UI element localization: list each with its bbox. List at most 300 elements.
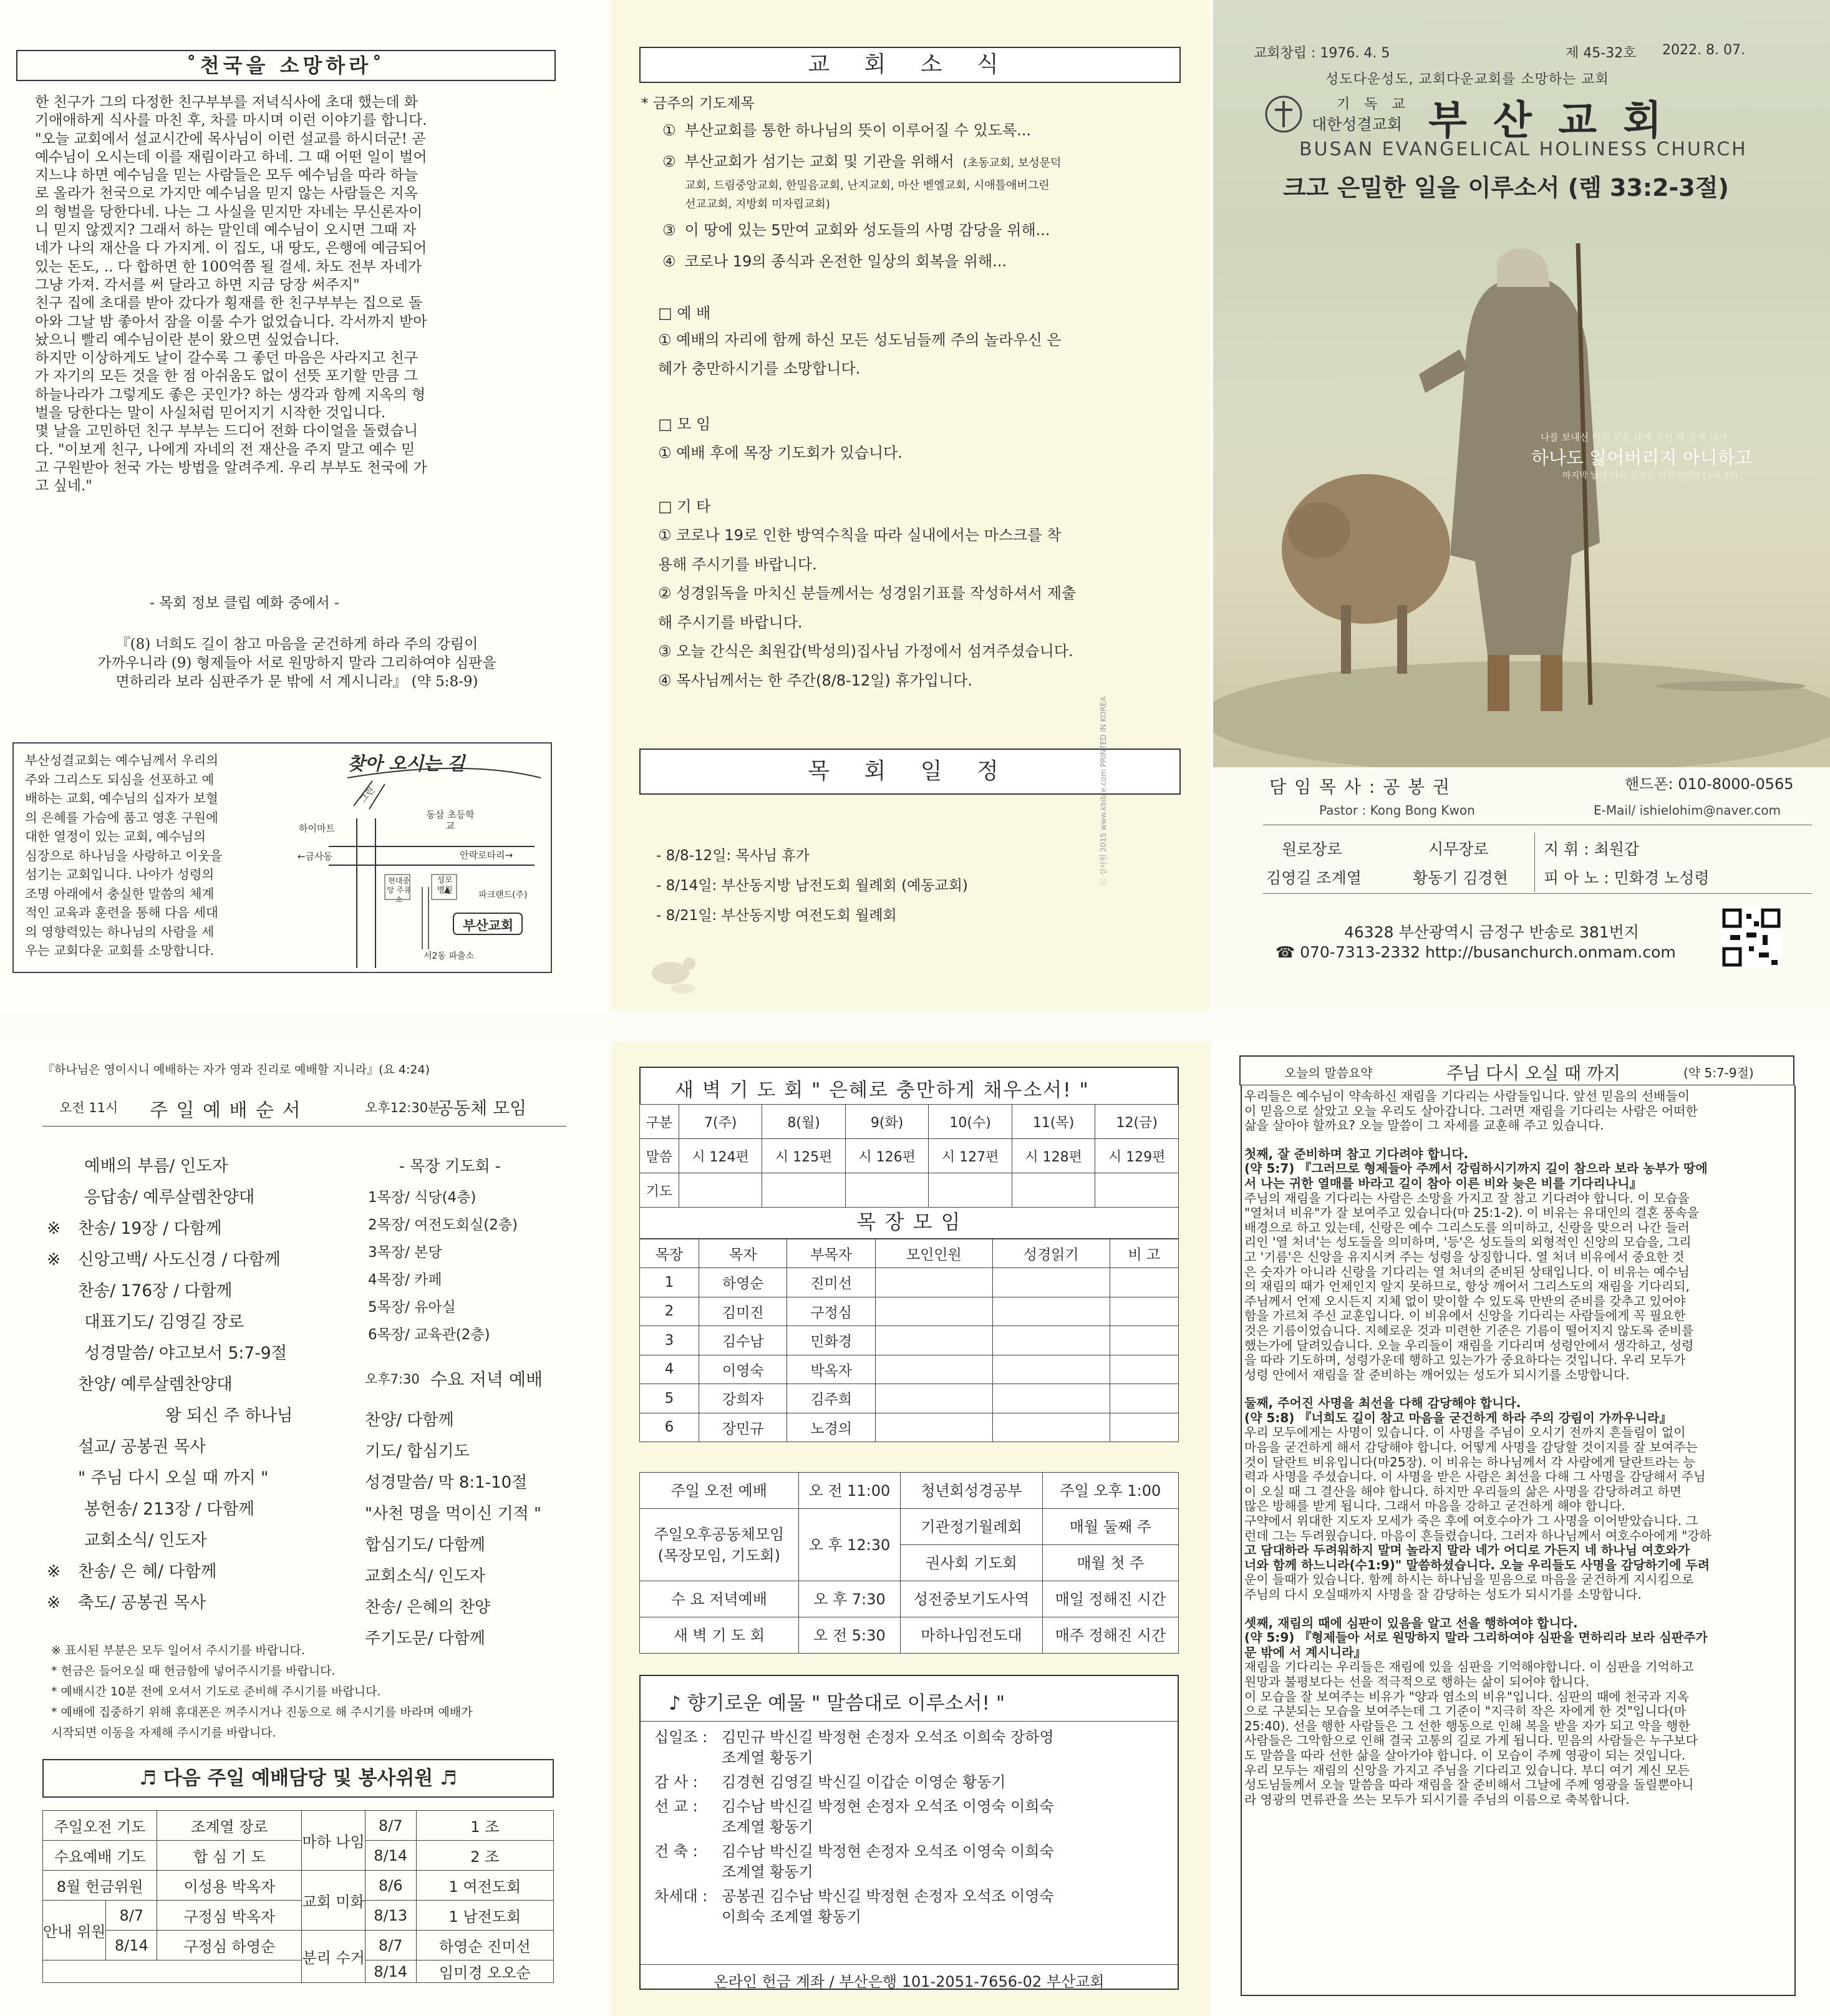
mok-cell: 김주희 [787, 1384, 875, 1413]
eve-item: 합심기도/ 다함께 [365, 1536, 485, 1554]
order-mark: ※ [47, 1562, 61, 1581]
story-title: ˚천국을 소망하라˚ [186, 54, 386, 77]
order-item [47, 1338, 293, 1369]
note-line: * 예배시간 10분 전에 오셔서 기도로 준비해 주시기를 바랍니다. [51, 1685, 381, 1699]
order-mark [47, 1151, 78, 1182]
motto: 성도다운성도, 교회다운교회를 소망하는 교회 [1325, 72, 1609, 87]
order-text: " 주님 다시 오실 때 까지 " [78, 1468, 269, 1488]
order-text: 신앙고백/ 사도신경 / 다함께 [78, 1250, 281, 1269]
duty-right-value: 1 남전도회 [416, 1901, 553, 1931]
elders-divider-2 [1263, 893, 1812, 894]
verse-line: 면하리라 보라 심판주가 문 밖에 서 계시니라』 (약 5:8-9) [115, 674, 478, 690]
duty-role: 8월 헌금위원 [43, 1871, 157, 1901]
mok-header [640, 1239, 1179, 1268]
mission-line: 부산성결교회는 예수님께서 우리의 [25, 753, 219, 768]
sermon-line: 이 믿음으로 살았고 오늘 우리도 살아갑니다. 그러면 재림을 기다리는 사람은 어떠한 [1244, 1103, 1698, 1118]
mok-cell [1110, 1355, 1178, 1384]
mok-cell: 구정심 [787, 1297, 875, 1326]
mokjang-item: 3목장/ 본당 [368, 1244, 442, 1261]
offering-kind: 십일조 : [654, 1728, 708, 1746]
order-mark [47, 1182, 78, 1213]
mok-cell [875, 1297, 992, 1326]
sermon-line: 마음을 굳건하게 해서 감당해야 합니다. 어떻게 사명을 감당할 것이지를 잘 보여주는 [1244, 1440, 1698, 1455]
order-title: 주 일 예 배 순 서 [150, 1100, 302, 1122]
sermon-line: 우리들은 예수님이 약속하신 재림을 기다리는 사람들입니다. 앞선 믿음의 선배들이 [1244, 1088, 1690, 1103]
sermon-line: 이 모습을 잘 보여주는 비유가 "양과 염소의 비유"입니다. 심판의 때에 천국과 지옥 [1244, 1689, 1689, 1704]
elders-1: 김영길 조계열 [1266, 869, 1362, 887]
map-label-hyundai: 현대중앙 주유소 [387, 876, 411, 904]
mokjang-list [368, 1184, 518, 1349]
note-line: * 헌금은 들어오실 때 헌금함에 넣어주시기를 바랍니다. [51, 1664, 336, 1678]
service-row [640, 1581, 1179, 1617]
duty-role: 수요예배 기도 [43, 1841, 157, 1871]
dawn-cell [762, 1173, 846, 1208]
mok-col: 성경읽기 [992, 1239, 1110, 1268]
mission-line: 배하는 교회, 예수님의 십자가 보혈 [25, 791, 218, 806]
offering-row [654, 1796, 1172, 1838]
comm-time: 오후12:30분 [365, 1100, 441, 1115]
etc-line: 용해 주시기를 바랍니다. [658, 555, 817, 573]
offering-kind: 건 축 : [654, 1843, 698, 1860]
story-line: 니 믿지 않겠지? 그래서 하는 말인데 예수님이 오시면 그때 자 [35, 222, 417, 239]
sermon-line: 사람들은 그악함으로 인해 결국 고통의 길로 가게 됩니다. 믿음의 사람들은 누구보다 [1244, 1733, 1698, 1748]
guide-person: 구정심 박옥자 [157, 1901, 302, 1931]
order-item [47, 1213, 293, 1244]
order-text: 봉헌송/ 213장 / 다함께 [84, 1500, 254, 1519]
mok-row [640, 1384, 1179, 1413]
image-verse-small: 나를 보내신 이의 뜻은 내게 주신 자 중에 내가 [1541, 432, 1727, 443]
map-title: 찾아 오시는 길 [347, 753, 465, 774]
duty-role: 주일오전 기도 [43, 1811, 157, 1841]
prayer-sub: (초동교회, 보성문덕 [962, 157, 1062, 170]
offering-line: 김수남 박신길 박정현 손정자 오석조 이영숙 이희숙 [722, 1798, 1054, 1815]
offering-line: 김경현 김영길 박신길 이갑순 이영순 황동기 [722, 1773, 1006, 1791]
prayer-text: 부산교회를 통한 하나님의 뜻이 이루어질 수 있도록... [684, 122, 1032, 139]
order-item [47, 1369, 293, 1400]
order-text: 대표기도/ 김영길 장로 [84, 1312, 244, 1332]
order-mark [47, 1432, 78, 1463]
schedule-list [656, 841, 968, 931]
sermon-line: 배경으로 하고 있는데, 신랑은 예수 그리스도를 의미하고, 신랑을 맞으러 나간 들러 [1244, 1219, 1690, 1235]
service-cell: 성전중보기도사역 [901, 1581, 1043, 1617]
duty-title: ♬ 다음 주일 예배담당 및 봉사위원 ♬ [139, 1767, 457, 1790]
duty-row [43, 1931, 554, 1960]
mokjang-item: 5목장/ 유아실 [368, 1299, 456, 1316]
service-cell: 청년회성경공부 [901, 1473, 1043, 1509]
sermon-body [1241, 1085, 1796, 1996]
news-title: 교 회 소 식 [639, 47, 1181, 83]
eve-item: 교회소식/ 인도자 [365, 1567, 485, 1586]
eve-item: 찬송/ 은혜의 찬양 [365, 1598, 491, 1617]
service-cell: 매월 둘째 주 [1042, 1509, 1178, 1545]
order-mark [47, 1463, 78, 1494]
eve-item: 주기도문/ 다함께 [365, 1629, 485, 1648]
dawn-cell [679, 1173, 762, 1208]
mission-line: 우는 교회다운 교회를 소망합니다. [25, 943, 215, 958]
mok-cell [1110, 1413, 1178, 1442]
sermon-line: "열처녀 비유"가 잘 보여주고 있습니다(마 25:1-2). 이 비유는 유대인의 결혼 풍속을 [1244, 1205, 1700, 1221]
sermon-label: 오늘의 말씀요약 [1284, 1065, 1373, 1080]
dawn-row [640, 1139, 1179, 1173]
story-line: 의 형벌을 당한다네. 나는 그 사실을 믿지만 자네는 무신론자이 [35, 203, 423, 220]
order-text: 교회소식/ 인도자 [84, 1531, 207, 1550]
sermon-line: 으로 구분되는 모습을 보여주는데 그 기준이 "지극히 작은 자에게 한 것"입니다(마 [1244, 1703, 1687, 1719]
story-line: 고 구원받아 천국 가는 방법을 알려주게. 우리 부부도 천국에 가 [35, 459, 427, 476]
prayer-item [662, 218, 1199, 245]
service-cell: 기관정기월례회 [901, 1509, 1043, 1545]
guide-head: 안내 위원 [43, 1901, 106, 1960]
mok-col: 부목자 [787, 1239, 875, 1268]
account-divider [641, 1964, 1178, 1965]
offering-kind: 차세대 : [654, 1888, 708, 1905]
dawn-cell [929, 1173, 1012, 1208]
sermon-line: 성령 안에서 재림을 잘 준비하는 깨어있는 성도가 되시기를 소망합니다. [1244, 1367, 1630, 1382]
dawn-cell: 기도 [640, 1173, 679, 1208]
order-mark [47, 1494, 78, 1525]
duty-right-head: 마하 나임 [302, 1811, 365, 1871]
mok-cell: 장민규 [699, 1413, 787, 1442]
service-cell: 매일 정해진 시간 [1042, 1581, 1178, 1617]
dawn-cell: 말씀 [640, 1139, 679, 1173]
duty-right-value: 1 조 [416, 1811, 553, 1841]
image-verse-big: 하나도 잃어버리지 아니하고 [1531, 447, 1753, 468]
mok-cell: 강희자 [699, 1384, 787, 1413]
mok-cell: 민화경 [787, 1326, 875, 1355]
eve-item: 성경말씀/ 막 8:1-10절 [365, 1473, 528, 1492]
order-item [47, 1556, 293, 1587]
story-line: 놨으니 빨리 예수님이란 분이 왔으면 싶었습니다. [35, 331, 340, 348]
service-cell: 오 전 5:30 [798, 1617, 901, 1654]
church-name-en: BUSAN EVANGELICAL HOLINESS CHURCH [1299, 138, 1748, 160]
issue: 제 45-32호 [1566, 46, 1637, 61]
service-cell: 주일 오후 1:00 [1042, 1473, 1178, 1509]
sermon-line: 것은 기름이었습니다. 지혜로운 것과 미련한 기준은 기름이 떨어지지 않도록 준비를 [1244, 1322, 1694, 1338]
sermon-line [1244, 1602, 1794, 1616]
image-verse-ref: 마지막 날에 다시 살리는 이것이니라 (요6:39) [1562, 471, 1738, 481]
order-mark: ※ [47, 1593, 61, 1612]
duty-row [43, 1960, 554, 1983]
service-cell: 주일오후공동체모임 (목장모임, 기도회) [640, 1509, 799, 1581]
etc-heading: □ 기 타 [658, 498, 711, 515]
mok-cell [992, 1268, 1110, 1297]
order-text: 찬송/ 은 혜/ 다함께 [78, 1562, 217, 1581]
sermon-line: 우리 모두에게는 사명이 있습니다. 이 사명을 주님이 오시기 전까지 흔들림이 없이 [1244, 1425, 1686, 1440]
prayer-text: 이 땅에 있는 5만여 교회와 성도들의 사명 감당을 위해... [684, 221, 1050, 239]
sermon-line: 은 숫자가 아니라 신랑을 기다리는 열 처녀의 준비된 상태입니다. 이 비유는 예수님 [1244, 1264, 1690, 1279]
pastor-phone: 핸드폰: 010-8000-0565 [1625, 775, 1794, 793]
order-mark [47, 1369, 78, 1400]
mission-map-box [12, 742, 552, 973]
order-item [47, 1587, 293, 1619]
duty-row [43, 1841, 554, 1871]
dawn-cell: 시 128편 [1012, 1139, 1095, 1173]
mok-cell [875, 1413, 992, 1442]
mok-cell: 김수남 [699, 1326, 787, 1355]
service-cell: 마하나임전도대 [901, 1617, 1043, 1654]
service-cell: 주일 오전 예배 [640, 1473, 799, 1509]
side-print: ⓒ 성서원 2015 www.kbible.com PRINTED IN KOREA [1099, 696, 1108, 886]
sermon-line: 함을 가르쳐 주신 교훈입니다. 이 비유에서 신앙을 기다리는 사람들에게 꼭 필요한 [1244, 1308, 1686, 1324]
denomination-bottom: 대한성결교회 [1312, 115, 1402, 133]
mok-cell [1110, 1384, 1178, 1413]
dawn-table [639, 1104, 1179, 1208]
offering-names [722, 1772, 1005, 1793]
dawn-cell [1012, 1173, 1095, 1208]
prayer-item [662, 149, 1199, 177]
mokjang-item: 2목장/ 여전도회실(2층) [368, 1217, 518, 1233]
sermon-line: 했는가에 달려있습니다. 오늘 우리들이 재림을 기다리며 성령안에서 생각하고, 성령 [1244, 1337, 1694, 1353]
order-time: 오전 11시 [59, 1100, 119, 1115]
etc-line: ③ 오늘 간식은 최원갑(박성의)집사님 가정에서 섬겨주셨습니다. [658, 642, 1073, 660]
order-text: 응답송/ 예루살렘찬양대 [84, 1188, 255, 1207]
elders-2: 황동기 김경현 [1413, 869, 1508, 887]
duty-table [42, 1810, 554, 1983]
mok-cell [875, 1384, 992, 1413]
order-list [47, 1151, 293, 1619]
offer-divider [641, 1721, 1178, 1722]
eve-title: 수요 저녁 예배 [430, 1369, 543, 1390]
map-label-seongmo: 성모 병원 [437, 876, 453, 895]
story-line: 다. "이보게 친구, 나에게 자네의 전 재산을 주지 말고 예수 믿 [35, 441, 415, 458]
offering-line: 김민규 박신길 박정현 손정자 오석조 이희숙 장하영 [722, 1728, 1054, 1746]
panel-news [611, 0, 1210, 1010]
duty-right-head: 분리 수거 [302, 1931, 365, 1983]
story-line: 있는 돈도, .. 다 합하면 한 100억쯤 될 걸세. 차도 전부 자네가 [35, 258, 422, 275]
sermon-line: 주님의 재림을 기다리는 사람은 소망을 가지고 잘 참고 기다려야 합니다. 이 모습을 [1244, 1190, 1690, 1206]
sermon-title-box [1239, 1055, 1794, 1085]
dawn-title: 새 벽 기 도 회 " 은혜로 충만하게 채우소서! " [675, 1079, 1090, 1102]
panel-schedule [611, 1042, 1210, 2016]
mok-cell: 박옥자 [787, 1355, 875, 1384]
sermon-line: (약 5:7) 『그러므로 형제들아 주께서 강림하시기까지 길이 참으라 보라 농부가 땅에 [1244, 1161, 1708, 1176]
order-text: 예배의 부름/ 인도자 [84, 1156, 228, 1176]
mission-line: 대한 열정이 있는 교회, 예수님의 [25, 829, 206, 844]
pastor-en: Pastor : Kong Bong Kwon [1319, 803, 1475, 818]
order-verse: 『하나님은 영이시니 예배하는 자가 영과 진리로 예배할 지니라』(요 4:24) [42, 1063, 430, 1077]
order-mark: ※ [47, 1219, 61, 1238]
etc-line: ② 성경읽독을 마치신 분들께서는 성경읽기표를 작성하셔서 제출 [658, 584, 1077, 602]
order-text: 축도/ 공봉권 목사 [78, 1593, 206, 1612]
elders-head-1: 원로장로 [1282, 840, 1342, 858]
sermon-line: 너와 함께 하느니라(수1:9)" 말씀하셨습니다. 오늘 우리들도 사명을 감당하기에 두려 [1244, 1557, 1710, 1573]
mok-cell: 노경의 [787, 1413, 875, 1442]
order-item [47, 1244, 293, 1276]
dawn-cell: 시 125편 [762, 1139, 846, 1173]
sermon-line: 것이 달란트 비유입니다(마25장). 이 비유는 하나님께서 각 사람에게 달란트라는 능 [1244, 1454, 1695, 1470]
mokjang-heading: - 목장 기도회 - [399, 1157, 501, 1175]
story-title-box [16, 50, 556, 81]
order-mark [47, 1276, 78, 1307]
verse-line: 가까우니라 (9) 형제들아 서로 원망하지 말라 그리하여야 심판을 [97, 655, 496, 671]
note-line: * 예배에 집중하기 위해 휴대폰은 꺼주시거나 진동으로 해 주시기를 바라며 예배가 [51, 1705, 473, 1719]
duty-right-date: 8/6 [365, 1871, 416, 1901]
eve-list [365, 1405, 541, 1654]
guide-person: 구정심 하영순 [157, 1931, 302, 1960]
order-item [47, 1182, 293, 1213]
service-row [640, 1617, 1179, 1654]
duty-row [43, 1871, 554, 1901]
order-text: 찬송/ 19장 / 다함께 [78, 1219, 222, 1238]
mok-cell [992, 1297, 1110, 1326]
schedule-title: 목 회 일 정 [639, 749, 1181, 795]
sermon-line: 이 오실 때 그 결산을 해야 합니다. 하지만 우리들의 삶은 사명을 감당하려고 하면 [1244, 1483, 1682, 1499]
dawn-cell: 7(주) [679, 1105, 762, 1139]
sermon-line: 런데 그는 두려웠습니다. 마음이 흔들렸습니다. 그러자 하나님께서 여호수아에게 "강하 [1244, 1528, 1711, 1543]
comm-title: 공동체 모임 [437, 1098, 527, 1118]
order-item [47, 1525, 293, 1556]
verse-line: 『(8) 너희도 길이 참고 마음을 굳건하게 하라 주의 강림이 [115, 636, 478, 652]
map-label-police: 서2동 파출소 [424, 951, 474, 961]
service-cell: 권사회 기도회 [901, 1545, 1043, 1581]
story-line: 네가 나의 재산을 다 가지게. 이 집도, 내 땅도, 은행에 예금되어 [35, 240, 427, 257]
mok-cell [875, 1268, 992, 1297]
etc-line: ① 코로나 19로 인한 방역수칙을 따라 실내에서는 마스크를 착 [658, 526, 1062, 544]
panel-cover [1213, 0, 1830, 1010]
service-cell: 매월 첫 주 [1042, 1545, 1178, 1581]
prayer-heading: * 금주의 기도제목 [641, 95, 755, 112]
schedule-item: - 8/21일: 부산동지방 여전도회 월례회 [656, 908, 897, 924]
order-text: 찬양/ 예루살렘찬양대 [78, 1375, 233, 1394]
schedule-item: - 8/8-12일: 목사님 휴가 [656, 848, 810, 864]
meeting-heading: □ 모 임 [658, 415, 711, 433]
duty-right-date: 8/13 [365, 1901, 416, 1931]
duty-right-value: 2 조 [416, 1841, 553, 1871]
mok-cell: 4 [640, 1355, 699, 1384]
offering-line: 조계열 황동기 [722, 1863, 813, 1881]
prayer-sub: 선교교회, 지방회 미자립교회) [685, 198, 830, 211]
offering-row [654, 1886, 1172, 1927]
offering-line: 조계열 황동기 [722, 1818, 813, 1836]
dawn-title-box [639, 1067, 1179, 1104]
mission-line: 의 은혜를 가슴에 품고 영혼 구원에 [25, 810, 218, 825]
duty-person: 합 심 기 도 [157, 1841, 302, 1871]
offering-kind: 선 교 : [654, 1798, 698, 1815]
order-text: 왕 되신 주 하나님 [165, 1406, 293, 1425]
sermon-line: 셋째, 재림의 때에 심판이 있음을 알고 선을 행하여야 합니다. [1244, 1615, 1578, 1631]
duty-right-date: 8/7 [365, 1931, 416, 1960]
mok-cell: 6 [640, 1413, 699, 1442]
story-line: 기애애하게 식사를 마친 후, 차를 마시며 이런 이야기를 합니다. [35, 112, 427, 129]
story-line: 고 싶네." [35, 478, 92, 495]
offering-names [722, 1886, 1054, 1927]
map [291, 744, 552, 973]
map-label-himart: 하이마트 [299, 823, 335, 834]
sermon-line: 많은 방해를 받게 됩니다. 그래서 마음을 강하고 굳건하게 해야 합니다. [1244, 1498, 1625, 1514]
order-mark [47, 1307, 78, 1338]
etc-notice [658, 521, 1076, 695]
story-line: 지느냐 하면 예수님을 믿는 사람들은 모두 예수님을 따라 하늘 [35, 167, 418, 184]
mok-cell: 5 [640, 1384, 699, 1413]
mok-row [640, 1355, 1179, 1384]
offer-list [654, 1727, 1172, 1931]
sermon-line: 문 밖에 서 계시니라』 [1244, 1644, 1367, 1660]
story-line: 하늘나라가 그렇게도 좋은 곳인가? 하는 생각과 함께 지옥의 형 [35, 386, 426, 403]
offering-names [722, 1727, 1054, 1768]
worship-heading: □ 예 배 [658, 304, 711, 322]
duty-right-value: 하영순 진미선 [416, 1931, 553, 1960]
order-item [47, 1432, 293, 1463]
mok-row [640, 1268, 1179, 1297]
prayer-number: ① [662, 122, 676, 139]
eve-time: 오후7:30 [365, 1372, 420, 1387]
prayer-sub: 교회, 드림중앙교회, 한밀음교회, 난지교회, 마산 벧엘교회, 시애틀애버그린 [685, 179, 1050, 192]
duty-row [43, 1901, 554, 1931]
mission-line: 적인 교육과 훈련을 통해 다음 세대 [25, 905, 218, 920]
church-name: 부 산 교 회 [1428, 97, 1668, 144]
mission-line: 조명 아래에서 충실한 말씀의 체계 [25, 886, 215, 901]
offering-line: 이희숙 조계열 황동기 [722, 1908, 861, 1926]
dawn-cell: 11(목) [1012, 1105, 1095, 1139]
mok-cell [875, 1326, 992, 1355]
church-contact: ☎ 070-7313-2332 http://busanchurch.onmam.com [1276, 943, 1676, 961]
prayer-list [662, 114, 1199, 276]
story-line: 로 올라가 천국으로 가지만 예수님을 믿지 않는 사람들은 지옥 [35, 185, 418, 202]
dawn-row [640, 1105, 1179, 1139]
mok-col: 모인인원 [875, 1239, 992, 1268]
duty-right-date: 8/7 [365, 1811, 416, 1841]
worship-notice [658, 326, 1062, 383]
meeting-notice [658, 439, 903, 467]
order-text: 찬송/ 176장 / 다함께 [78, 1281, 233, 1301]
order-notes [51, 1640, 473, 1743]
sermon-line: 재림을 기다리는 우리들은 재림에 있을 심판을 기억해야합니다. 이 심판을 기억하고 [1244, 1659, 1694, 1675]
dawn-cell: 시 124편 [679, 1139, 762, 1173]
elders-vline [1534, 833, 1535, 892]
mok-cell [992, 1413, 1110, 1442]
map-label-anrak: 안락로타리→ [460, 850, 513, 861]
eve-item: 기도/ 합심기도 [365, 1442, 470, 1461]
mok-cell: 1 [640, 1268, 699, 1297]
order-item [47, 1494, 293, 1525]
order-item [47, 1307, 293, 1338]
duty-right-value: 임미경 오오순 [416, 1960, 553, 1983]
dawn-cell: 8(월) [762, 1105, 846, 1139]
sermon-line [1244, 1133, 1794, 1147]
offering-row [654, 1772, 1172, 1793]
sermon-line: (약 5:8) 『너희도 길이 참고 마음을 굳건하게 하라 주의 강림이 가까우니라』 [1244, 1410, 1672, 1425]
service-cell: 오 후 7:30 [798, 1581, 901, 1617]
mok-cell [875, 1355, 992, 1384]
mission-line: 주와 그리스도 되심을 선포하고 예 [25, 772, 215, 787]
sermon-line [1244, 1382, 1794, 1396]
prayer-number: ④ [662, 253, 676, 270]
note-line: ※ 표시된 부분은 모두 일어서 주시기를 바랍니다. [51, 1644, 305, 1657]
story-line: 한 친구가 그의 다정한 친구부부를 저녁식사에 초대 했는데 화 [35, 94, 418, 110]
service-cell: 오 후 12:30 [798, 1509, 901, 1581]
dawn-cell: 구분 [640, 1105, 679, 1139]
mok-cell: 진미선 [787, 1268, 875, 1297]
mok-col: 목장 [640, 1239, 699, 1268]
dawn-cell: 9(화) [845, 1105, 929, 1139]
prayer-text: 코로나 19의 종식과 온전한 일상의 회복을 위해... [684, 253, 1007, 270]
order-mark [47, 1338, 78, 1369]
offering-kind: 감 사 : [654, 1773, 698, 1791]
elders-head-2: 시무장로 [1428, 840, 1489, 858]
sermon-line: 주님께서 언제 오시든지 지체 없이 맞이할 수 있도록 만반의 준비를 갖추고 있어야 [1244, 1293, 1686, 1309]
map-label-parkland: 파크랜드(주) [478, 890, 528, 900]
dawn-row [640, 1173, 1179, 1208]
story-line: 아와 그날 밤 좋아서 잠을 이룰 수가 없었습니다. 각서까지 받아 [35, 313, 427, 330]
sermon-line: 라 영광의 면류관을 쓰는 모두가 되시기를 주님의 이름으로 축복합니다. [1244, 1791, 1630, 1807]
story-verse [35, 635, 559, 691]
duty-right-date: 8/14 [365, 1841, 416, 1871]
story-line: 몇 날을 고민하던 친구 부부는 드디어 전화 다이얼을 돌렸습니 [35, 423, 418, 440]
service-cell: 매주 정해진 시간 [1042, 1617, 1178, 1654]
mok-row [640, 1326, 1179, 1355]
schedule-item: - 8/14일: 부산동지방 남전도회 월례회 (예동교회) [656, 878, 968, 894]
mok-cell: 하영순 [699, 1268, 787, 1297]
order-divider [42, 1126, 566, 1127]
